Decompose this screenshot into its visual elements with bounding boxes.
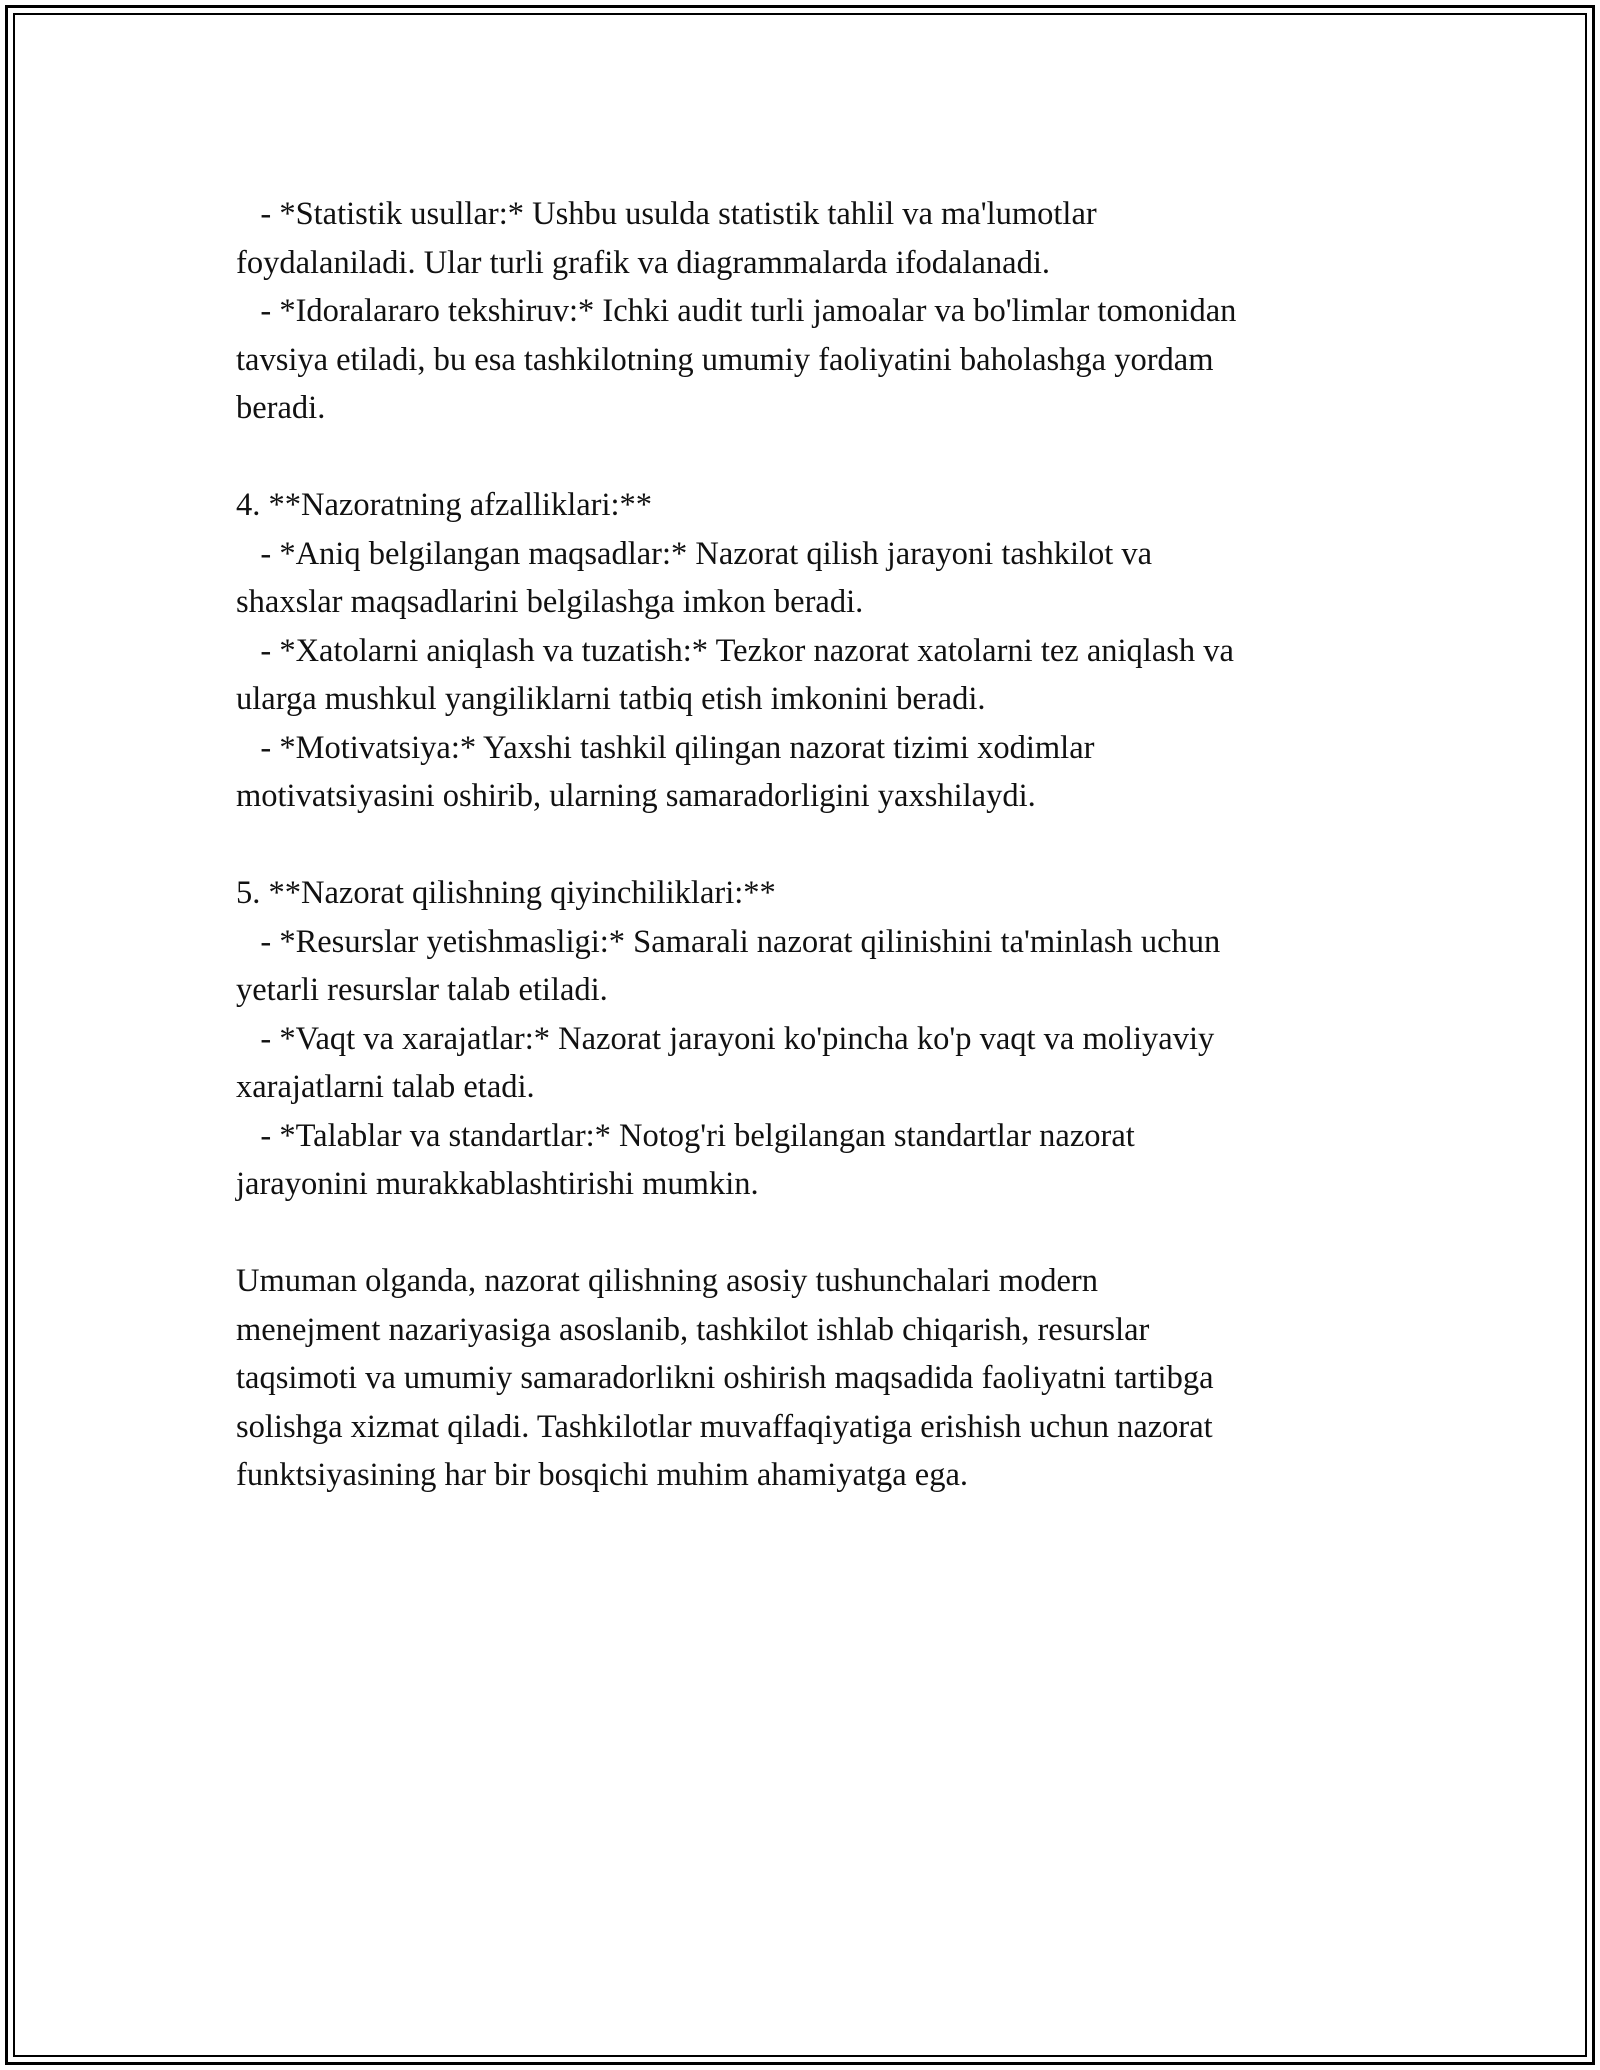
text-line: - *Resurslar yetishmasligi:* Samarali nazorat qilinishini ta'minlash uchun (236, 923, 1221, 960)
paragraph (236, 190, 1386, 287)
text-line: xarajatlarni talab etadi. (236, 1069, 535, 1105)
text-line: - *Aniq belgilangan maqsadlar:* Nazorat qilish jarayoni tashkilot va (236, 535, 1153, 572)
paragraph (236, 1112, 1386, 1209)
text-line: taqsimoti va umumiy samaradorlikni oshirish maqsadida faoliyatni tartibga (236, 1360, 1214, 1396)
text-line: - *Xatolarni aniqlash va tuzatish:* Tezkor nazorat xatolarni tez aniqlash va (236, 632, 1234, 669)
text-line: 5. **Nazorat qilishning qiyinchiliklari:** (236, 875, 776, 911)
paragraph (236, 627, 1386, 724)
text-line: shaxslar maqsadlarini belgilashga imkon beradi. (236, 584, 864, 620)
section-heading (236, 481, 1386, 530)
text-line: - *Motivatsiya:* Yaxshi tashkil qilingan nazorat tizimi xodimlar (236, 729, 1095, 766)
text-line: beradi. (236, 390, 326, 426)
blank-line (236, 433, 1386, 482)
document-body (236, 190, 1386, 1500)
paragraph (236, 724, 1386, 821)
text-line: Umuman olganda, nazorat qilishning asosiy tushunchalari modern (236, 1263, 1098, 1299)
text-line: foydalaniladi. Ular turli grafik va diagrammalarda ifodalanadi. (236, 244, 1050, 281)
text-line: funktsiyasining har bir bosqichi muhim ahamiyatga ega. (236, 1457, 968, 1493)
blank-line (236, 821, 1386, 870)
text-line: yetarli resurslar talab etiladi. (236, 972, 608, 1008)
section-heading (236, 869, 1386, 918)
paragraph (236, 530, 1386, 627)
blank-line (236, 1209, 1386, 1258)
text-line: tavsiya etiladi, bu esa tashkilotning umumiy faoliyatini baholashga yordam (236, 341, 1214, 378)
text-line: ularga mushkul yangiliklarni tatbiq etish imkonini beradi. (236, 681, 986, 717)
text-line: - *Statistik usullar:* Ushbu usulda statistik tahlil va ma'lumotlar (236, 196, 1097, 232)
text-line: - *Idoralararo tekshiruv:* Ichki audit turli jamoalar va bo'limlar tomonidan (236, 293, 1237, 329)
text-line: - *Talablar va standartlar:* Notog'ri belgilangan standartlar nazorat (236, 1117, 1135, 1154)
paragraph (236, 1257, 1386, 1500)
text-line: jarayonini murakkablashtirishi mumkin. (236, 1166, 759, 1202)
text-line: solishga xizmat qiladi. Tashkilotlar muvaffaqiyatiga erishish uchun nazorat (236, 1408, 1213, 1445)
paragraph (236, 918, 1386, 1015)
text-line: motivatsiyasini oshirib, ularning samaradorligini yaxshilaydi. (236, 778, 1036, 814)
text-line: menejment nazariyasiga asoslanib, tashkilot ishlab chiqarish, resurslar (236, 1311, 1150, 1348)
text-line: 4. **Nazoratning afzalliklari:** (236, 487, 653, 523)
paragraph (236, 1015, 1386, 1112)
paragraph (236, 287, 1386, 433)
text-line: - *Vaqt va xarajatlar:* Nazorat jarayoni ko'pincha ko'p vaqt va moliyaviy (236, 1020, 1215, 1057)
